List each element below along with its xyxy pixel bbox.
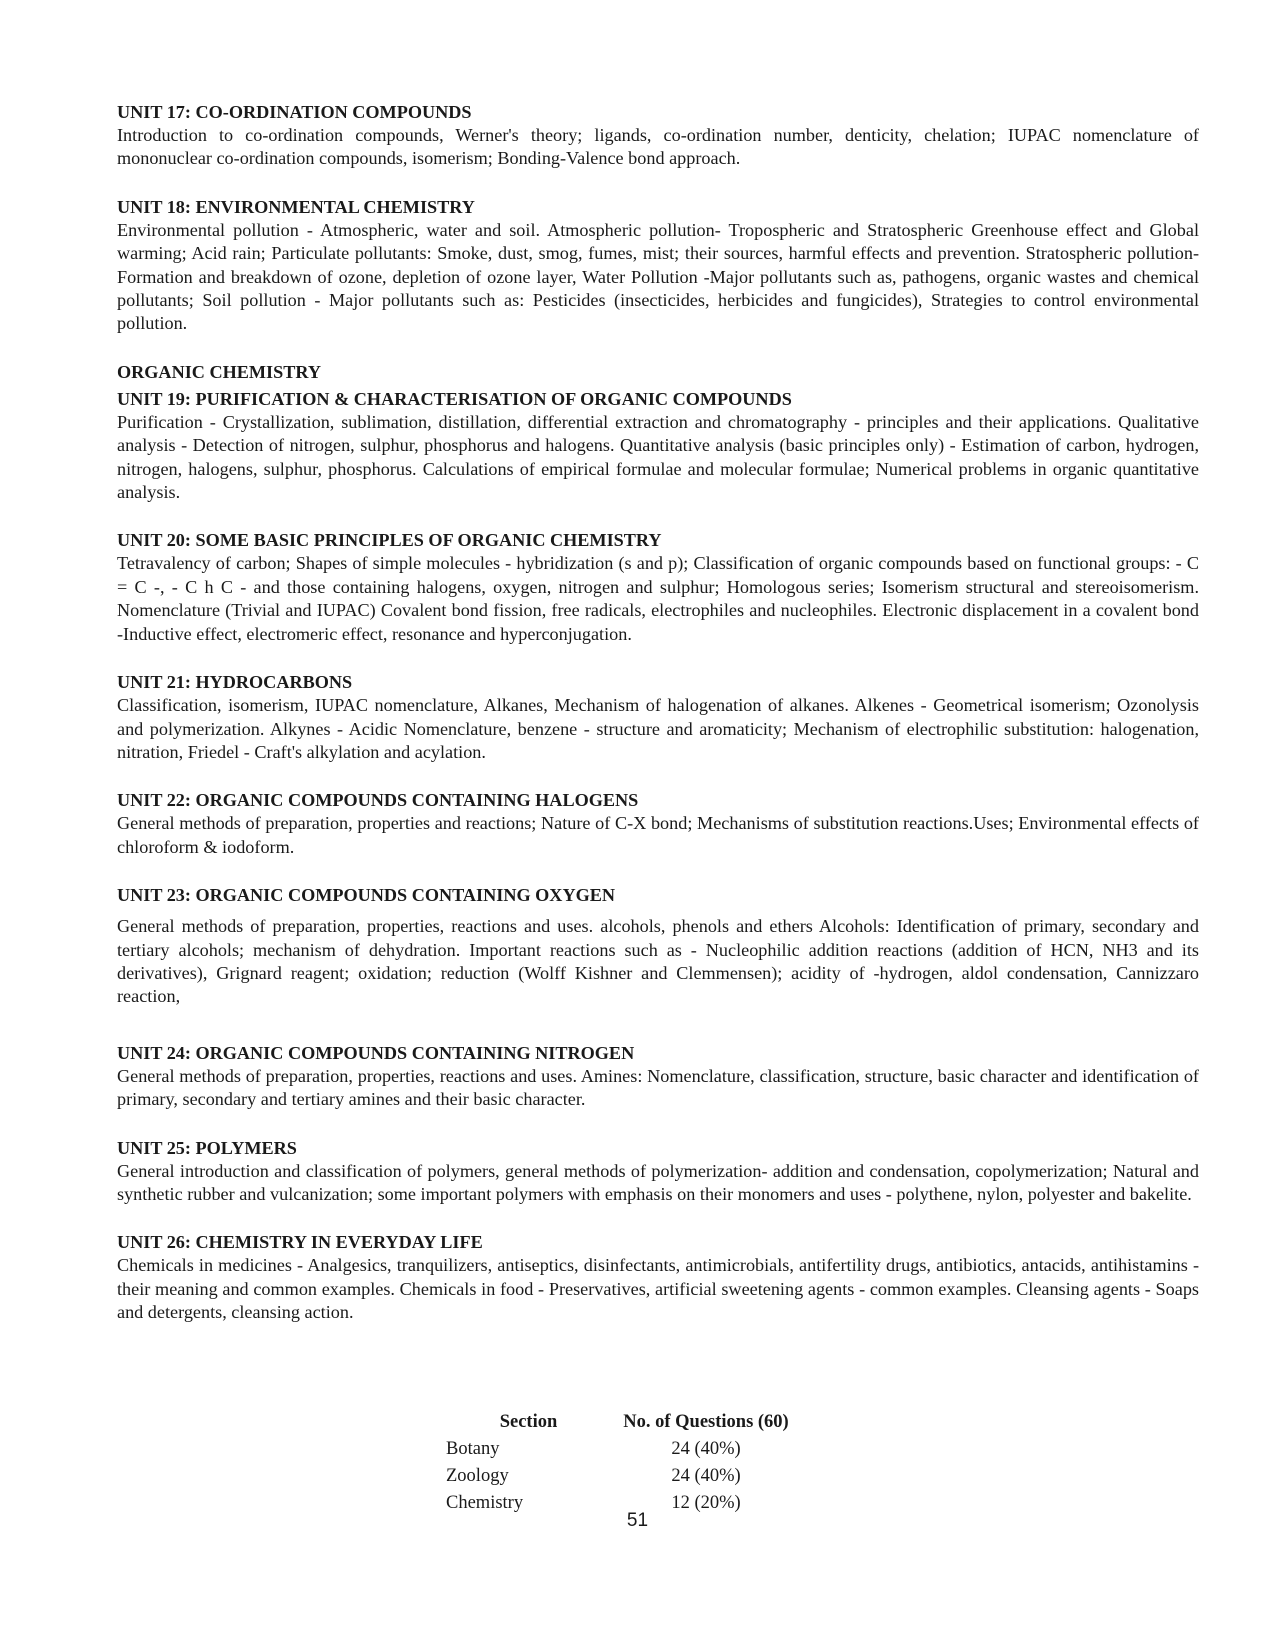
unit-title: UNIT 18: ENVIRONMENTAL CHEMISTRY xyxy=(117,196,475,217)
unit-title: UNIT 25: POLYMERS xyxy=(117,1137,297,1158)
unit-title: UNIT 22: ORGANIC COMPOUNDS CONTAINING HALOGENS xyxy=(117,790,639,811)
unit-22 xyxy=(117,788,1199,859)
unit-20 xyxy=(117,528,1199,646)
table-cell-section: Zoology xyxy=(446,1466,509,1486)
unit-25 xyxy=(117,1136,1199,1207)
table-cell-questions: 24 (40%) xyxy=(671,1466,741,1486)
table-row xyxy=(446,1463,801,1490)
unit-title: UNIT 19: PURIFICATION & CHARACTERISATION OF ORGANIC COMPOUNDS xyxy=(117,388,792,409)
unit-21 xyxy=(117,670,1199,764)
unit-title: UNIT 20: SOME BASIC PRINCIPLES OF ORGANIC CHEMISTRY xyxy=(117,530,662,551)
unit-description: General introduction and classification of polymers, general methods of polymerization- addition and condensation, copolymerization; Natural and synthetic rubber and vulcanization; some important polymers with emphasis on their monomers and uses - polythene, nylon, polyester and bakelite. xyxy=(117,1160,1199,1204)
table-cell-section: Botany xyxy=(446,1439,500,1459)
table-cell-section: Chemistry xyxy=(446,1493,524,1513)
unit-description: Tetravalency of carbon; Shapes of simple molecules - hybridization (s and p); Classification of organic compounds based on functional groups: - C = C -, - C h C - and those containing halogens, oxygen, nitrogen and sulphur; Homologous series; Isomerism structural and stereoisomerism. Nomenclature (Trivial and IUPAC) Covalent bond fission, free radicals, electrophiles and nucleophiles. Electronic displacement in a covalent bond -Inductive effect, electromeric effect, resonance and hyperconjugation. xyxy=(117,553,1199,644)
unit-description: Chemicals in medicines - Analgesics, tranquilizers, antiseptics, disinfectants, antimicrobials, antifertility drugs, antibiotics, antacids, antihistamins - their meaning and common examples. Chemicals in food - Preservatives, artificial sweetening agents - common examples. Cleansing agents - Soaps and detergents, cleansing action. xyxy=(117,1255,1199,1323)
unit-title: UNIT 17: CO-ORDINATION COMPOUNDS xyxy=(117,102,472,122)
section-heading: ORGANIC CHEMISTRY xyxy=(117,361,321,382)
table-cell-questions: 24 (40%) xyxy=(671,1439,741,1459)
column-header-questions: No. of Questions (60) xyxy=(623,1412,789,1432)
unit-title: UNIT 21: HYDROCARBONS xyxy=(117,672,353,693)
unit-description: General methods of preparation, properties, reactions and uses. Amines: Nomenclature, classification, structure, basic character and identification of primary, secondary and tertiary amines and their basic character. xyxy=(117,1065,1199,1110)
unit-23 xyxy=(117,883,1199,1009)
unit-description: General methods of preparation, properties and reactions; Nature of C-X bond; Mechanisms of substitution reactions.Uses; Environmental effects of chloroform & iodoform. xyxy=(117,813,1199,857)
syllabus-content xyxy=(117,100,1199,1325)
unit-18 xyxy=(117,195,1199,336)
unit-description: Introduction to co-ordination compounds, Werner's theory; ligands, co-ordination number, denticity, chelation; IUPAC nomenclature of mononuclear co-ordination compounds, isomerism; Bonding-Valence bond approach. xyxy=(117,125,1199,169)
unit-description: Purification - Crystallization, sublimation, distillation, differential extraction and chromatography - principles and their applications. Qualitative analysis - Detection of nitrogen, sulphur, phosphorus and halogens. Quantitative analysis (basic principles only) - Estimation of carbon, hydrogen, nitrogen, halogens, sulphur, phosphorus. Calculations of empirical formulae and molecular formulae; Numerical problems in organic quantitative analysis. xyxy=(117,411,1199,503)
unit-description: Environmental pollution - Atmospheric, water and soil. Atmospheric pollution- Tropospheric and Stratospheric Greenhouse effect and Global warming; Acid rain; Particulate pollutants: Smoke, dust, smog, fumes, mist; their sources, harmful effects and prevention. Stratospheric pollution-Formation and breakdown of ozone, depletion of ozone layer, Water Pollution -Major pollutants such as, pathogens, organic wastes and chemical pollutants; Soil pollution - Major pollutants such as: Pesticides (insecticides, herbicides and fungicides), Strategies to control environmental pollution. xyxy=(117,219,1199,334)
table-header-row xyxy=(446,1409,801,1436)
unit-title: UNIT 23: ORGANIC COMPOUNDS CONTAINING OXYGEN xyxy=(117,885,615,906)
page-number: 51 xyxy=(626,1510,649,1531)
table-row xyxy=(446,1436,801,1463)
unit-title: UNIT 24: ORGANIC COMPOUNDS CONTAINING NITROGEN xyxy=(117,1042,635,1063)
unit-26 xyxy=(117,1230,1199,1324)
column-header-section: Section xyxy=(499,1412,558,1432)
unit-description: General methods of preparation, properties, reactions and uses. alcohols, phenols and ethers Alcohols: Identification of primary, secondary and tertiary alcohols; mechanism of dehydration. Important reactions such as - Nucleophilic addition reactions (addition of HCN, NH3 and its derivatives), Grignard reagent; oxidation; reduction (Wolff Kishner and Clemmensen); acidity of -hydrogen, aldol condensation, Cannizzaro reaction, xyxy=(117,916,1199,1007)
unit-17 xyxy=(117,100,1199,171)
unit-24 xyxy=(117,1041,1199,1112)
question-distribution-table xyxy=(446,1409,801,1517)
unit-19 xyxy=(117,360,1199,505)
table-cell-questions: 12 (20%) xyxy=(671,1493,741,1513)
unit-description: Classification, isomerism, IUPAC nomenclature, Alkanes, Mechanism of halogenation of alkanes. Alkenes - Geometrical isomerism; Ozonolysis and polymerization. Alkynes - Acidic Nomenclature, benzene - structure and aromaticity; Mechanism of electrophilic substitution: halogenation, nitration, Friedel - Craft's alkylation and acylation. xyxy=(117,695,1199,762)
unit-title: UNIT 26: CHEMISTRY IN EVERYDAY LIFE xyxy=(117,1232,483,1253)
